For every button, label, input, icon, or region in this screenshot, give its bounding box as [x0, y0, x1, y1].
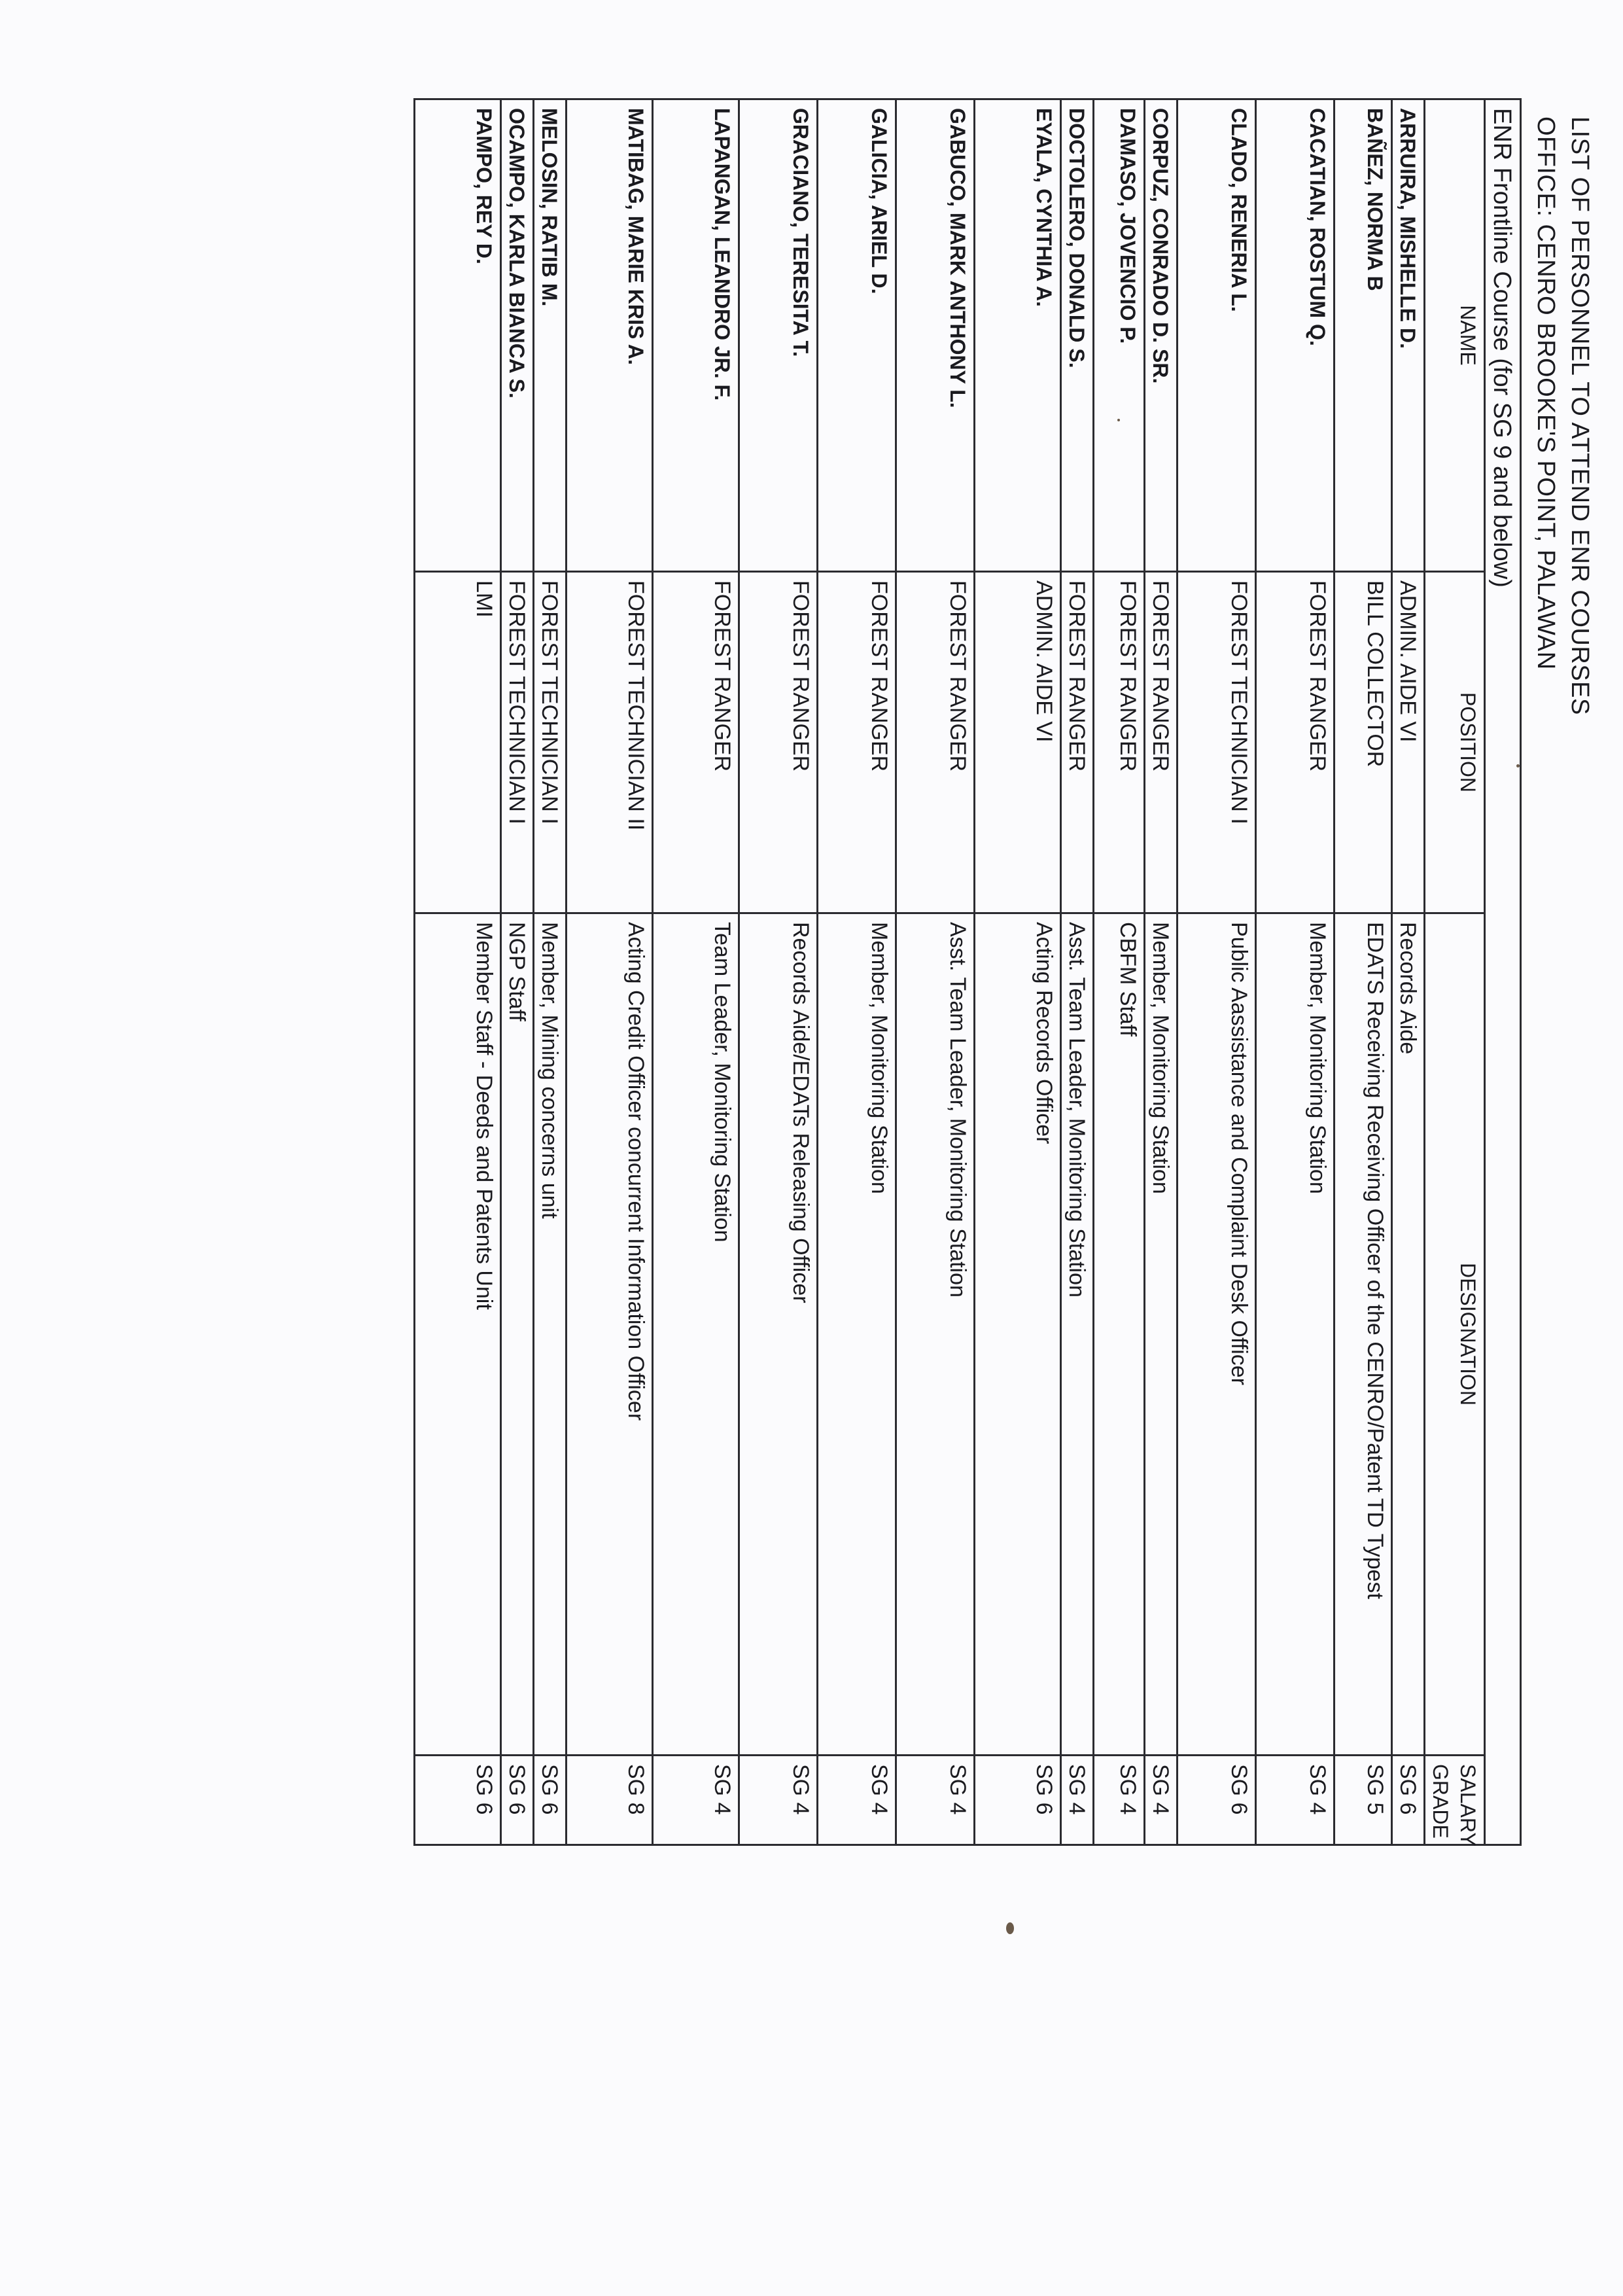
name-cell: GALICIA, ARIEL D.	[818, 99, 896, 572]
position-cell: ADMIN. AIDE VI	[975, 572, 1061, 913]
position-cell: FOREST RANGER	[1094, 572, 1145, 913]
table-row	[567, 99, 653, 1845]
salary-grade-cell: SG 4	[1145, 1756, 1178, 1845]
salary-grade-cell: SG 6	[501, 1756, 534, 1845]
name-cell: MATIBAG, MARIE KRIS A.	[567, 99, 653, 572]
table-row	[501, 99, 534, 1845]
salary-grade-cell: SG 8	[567, 1756, 653, 1845]
name-cell: PAMPO, REY D.	[415, 99, 501, 572]
name-cell: CORPUZ, CONRADO D. SR.	[1145, 99, 1178, 572]
name-cell: EYALA, CYNTHIA A.	[975, 99, 1061, 572]
position-cell: FOREST RANGER	[1145, 572, 1178, 913]
table-row	[1178, 99, 1256, 1845]
name-cell: ARRUIRA, MISHELLE D.	[1392, 99, 1425, 572]
name-cell: LAPANGAN, LEANDRO JR. F.	[653, 99, 739, 572]
scan-speck	[1006, 1922, 1014, 1934]
designation-cell: CBFM Staff	[1094, 913, 1145, 1756]
table-row	[653, 99, 739, 1845]
course-title: ENR Frontline Course (for SG 9 and below)	[1485, 99, 1521, 1845]
course-row	[1485, 99, 1521, 1845]
salary-grade-cell: SG 4	[739, 1756, 818, 1845]
name-cell: DOCTOLERO, DONALD S.	[1061, 99, 1094, 572]
designation-cell: Member, Monitoring Station	[1256, 913, 1335, 1756]
scan-speck	[1516, 764, 1520, 768]
table-row	[896, 99, 975, 1845]
position-cell: FOREST TECHNICIAN I	[501, 572, 534, 913]
designation-cell: Public Aassistance and Complaint Desk Officer	[1178, 913, 1256, 1756]
name-cell: CACATIAN, ROSTUM Q.	[1256, 99, 1335, 572]
name-cell: CLADO, RENERIA L.	[1178, 99, 1256, 572]
designation-cell: NGP Staff	[501, 913, 534, 1756]
position-cell: FOREST RANGER	[1061, 572, 1094, 913]
name-cell: GABUCO, MARK ANTHONY L.	[896, 99, 975, 572]
table-row	[1145, 99, 1178, 1845]
salary-grade-cell: SG 4	[1256, 1756, 1335, 1845]
table-row	[534, 99, 567, 1845]
position-cell: FOREST TECHNICIAN I	[1178, 572, 1256, 913]
position-cell: FOREST RANGER	[739, 572, 818, 913]
name-cell: OCAMPO, KARLA BIANCA S.	[501, 99, 534, 572]
position-cell: FOREST TECHNICIAN I	[534, 572, 567, 913]
designation-cell: Records Aide	[1392, 913, 1425, 1756]
salary-grade-cell: SG 4	[896, 1756, 975, 1845]
salary-grade-cell: SG 6	[415, 1756, 501, 1845]
position-cell: LMI	[415, 572, 501, 913]
position-cell: FOREST RANGER	[896, 572, 975, 913]
designation-cell: Asst. Team Leader, Monitoring Station	[896, 913, 975, 1756]
position-cell: ADMIN. AIDE VI	[1392, 572, 1425, 913]
column-header-name: NAME	[1425, 99, 1485, 572]
table-row	[1094, 99, 1145, 1845]
position-cell: BILL COLLECTOR	[1335, 572, 1392, 913]
office-line: OFFICE: CENRO BROOKE'S POINT, PALAWAN	[1532, 116, 1560, 670]
table-row	[739, 99, 818, 1845]
name-cell: BAÑEZ, NORMA B	[1335, 99, 1392, 572]
table-row	[1335, 99, 1392, 1845]
designation-cell: Records Aide/EDATs Releasing Officer	[739, 913, 818, 1756]
column-header-salary-grade: SALARY GRADE	[1425, 1756, 1485, 1845]
document-title: LIST OF PERSONNEL TO ATTEND ENR COURSES	[1566, 116, 1594, 715]
name-cell: MELOSIN, RATIB M.	[534, 99, 567, 572]
designation-cell: Member Staff - Deeds and Patents Unit	[415, 913, 501, 1756]
personnel-table	[413, 98, 1522, 1846]
table-row	[975, 99, 1061, 1845]
designation-cell: EDATS Receiving Receiving Officer of the CENRO/Patent TD Typest	[1335, 913, 1392, 1756]
position-cell: FOREST TECHNICIAN II	[567, 572, 653, 913]
column-header-position: POSITION	[1425, 572, 1485, 913]
salary-grade-cell: SG 4	[818, 1756, 896, 1845]
position-cell: FOREST RANGER	[653, 572, 739, 913]
salary-grade-cell: SG 4	[1094, 1756, 1145, 1845]
table-row	[415, 99, 501, 1845]
salary-grade-cell: SG 4	[653, 1756, 739, 1845]
designation-cell: Team Leader, Monitoring Station	[653, 913, 739, 1756]
position-cell: FOREST RANGER	[818, 572, 896, 913]
salary-grade-cell: SG 6	[534, 1756, 567, 1845]
salary-grade-cell: SG 5	[1335, 1756, 1392, 1845]
header-row	[1425, 99, 1485, 1845]
name-cell: GRACIANO, TERESITA T.	[739, 99, 818, 572]
position-cell: FOREST RANGER	[1256, 572, 1335, 913]
scan-speck	[1117, 419, 1120, 421]
name-cell: DAMASO, JOVENCIO P.	[1094, 99, 1145, 572]
designation-cell: Member, Monitoring Station	[1145, 913, 1178, 1756]
table-row	[1061, 99, 1094, 1845]
table-row	[1392, 99, 1425, 1845]
salary-grade-cell: SG 6	[975, 1756, 1061, 1845]
salary-grade-cell: SG 6	[1392, 1756, 1425, 1845]
designation-cell: Acting Credit Officer concurrent Information Officer	[567, 913, 653, 1756]
designation-cell: Member, Monitoring Station	[818, 913, 896, 1756]
table-row	[818, 99, 896, 1845]
salary-grade-cell: SG 6	[1178, 1756, 1256, 1845]
designation-cell: Asst. Team Leader, Monitoring Station	[1061, 913, 1094, 1756]
designation-cell: Member, Mining concerns unit	[534, 913, 567, 1756]
salary-grade-cell: SG 4	[1061, 1756, 1094, 1845]
designation-cell: Acting Records Officer	[975, 913, 1061, 1756]
column-header-designation: DESIGNATION	[1425, 913, 1485, 1756]
table-row	[1256, 99, 1335, 1845]
